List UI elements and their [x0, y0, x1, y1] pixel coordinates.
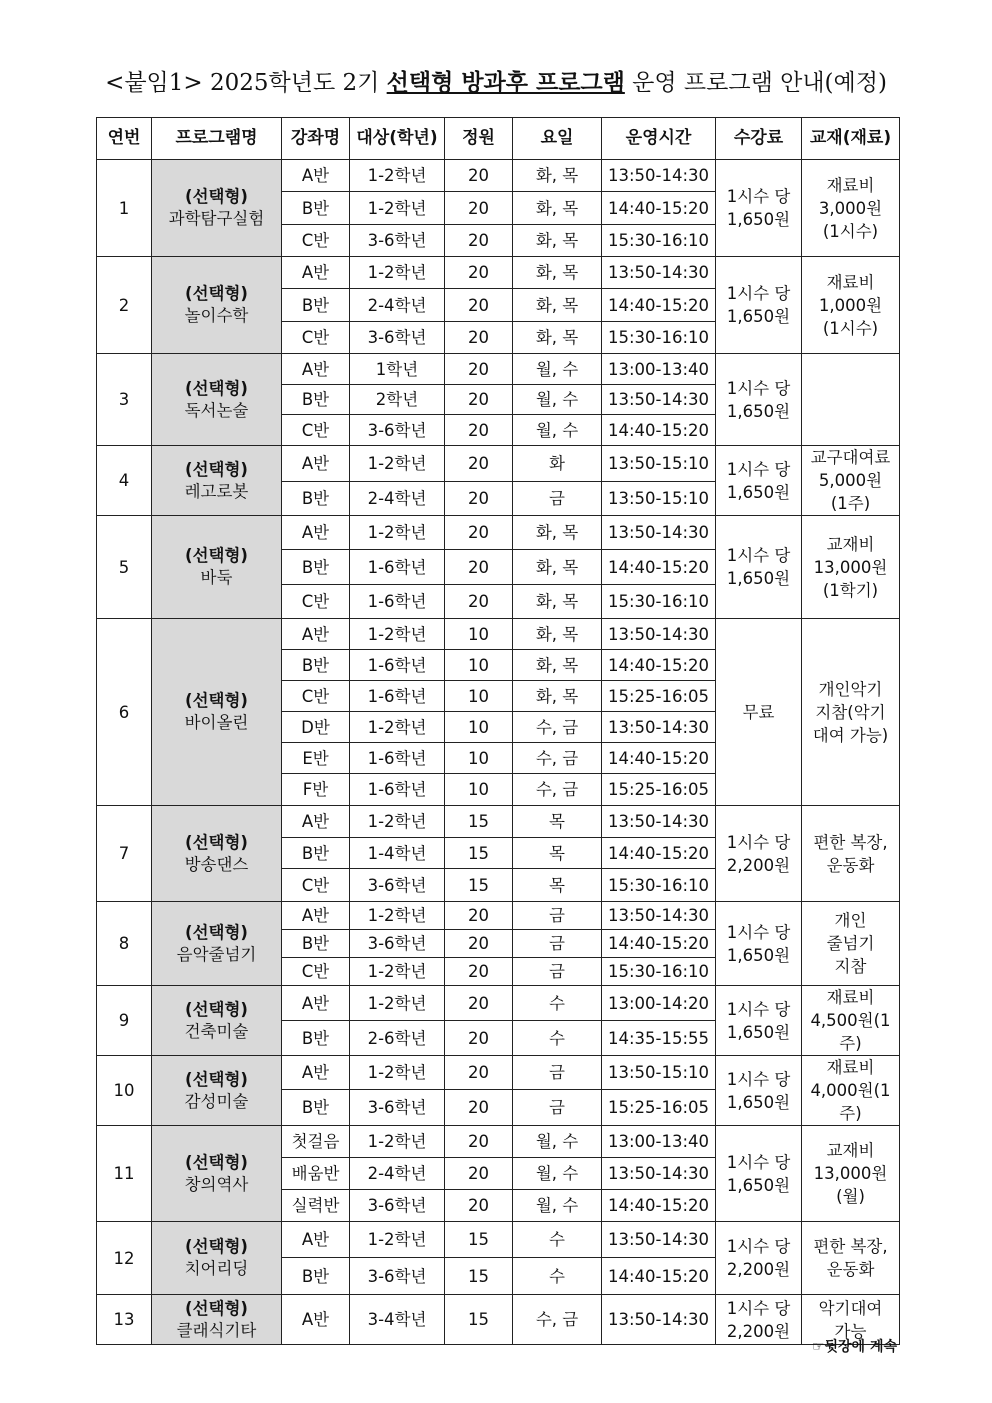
- class-grade: 3-6학년: [350, 225, 445, 257]
- class-days: 월, 수: [513, 354, 602, 385]
- class-days: 화, 목: [513, 681, 602, 712]
- class-days: 화, 목: [513, 619, 602, 650]
- program-name: 과학탐구실험: [168, 209, 265, 228]
- class-time: 13:50-14:30: [602, 1222, 716, 1258]
- program-name: 바둑: [200, 568, 233, 587]
- header-grade: 대상(학년): [350, 118, 445, 160]
- class-time: 15:30-16:10: [602, 585, 716, 619]
- class-grade: 1-2학년: [350, 619, 445, 650]
- class-capacity: 15: [445, 838, 513, 869]
- class-time: 13:50-15:10: [602, 1056, 716, 1090]
- class-capacity: 20: [445, 1021, 513, 1056]
- class-grade: 1-6학년: [350, 743, 445, 774]
- class-capacity: 15: [445, 1222, 513, 1258]
- class-capacity: 20: [445, 192, 513, 225]
- class-time: 14:35-15:55: [602, 1021, 716, 1056]
- program-name: 레고로봇: [184, 481, 249, 501]
- program-kind: (선택형): [185, 1069, 248, 1089]
- table-row: [97, 516, 900, 550]
- class-grade: 1-6학년: [350, 650, 445, 681]
- class-days: 월, 수: [513, 385, 602, 415]
- class-name: C반: [282, 322, 350, 354]
- class-days: 금: [513, 481, 602, 515]
- class-capacity: 20: [445, 322, 513, 354]
- class-grade: 1-2학년: [350, 1126, 445, 1158]
- program-kind: (선택형): [185, 832, 248, 852]
- class-capacity: 20: [445, 930, 513, 958]
- class-name: C반: [282, 585, 350, 619]
- class-capacity: 20: [445, 160, 513, 192]
- header-time: 운영시간: [602, 118, 716, 160]
- program-name-cell: [152, 257, 282, 354]
- class-grade: 1-2학년: [350, 806, 445, 838]
- program-material: 개인악기 지참(악기 대여 가능): [802, 619, 900, 806]
- class-time: 14:40-15:20: [602, 192, 716, 225]
- header-row: [97, 118, 900, 160]
- class-name: 첫걸음: [282, 1126, 350, 1158]
- table-row: [97, 1222, 900, 1258]
- class-name: A반: [282, 902, 350, 930]
- program-name-cell: [152, 1295, 282, 1345]
- program-name-cell: [152, 1056, 282, 1126]
- class-days: 수, 금: [513, 712, 602, 743]
- program-number: 8: [97, 902, 152, 986]
- header-program: 프로그램명: [152, 118, 282, 160]
- class-time: 15:30-16:10: [602, 958, 716, 986]
- class-time: 13:00-13:40: [602, 1126, 716, 1158]
- class-capacity: 20: [445, 415, 513, 446]
- class-grade: 3-6학년: [350, 869, 445, 902]
- program-material: 교구대여료 5,000원 (1주): [802, 446, 900, 516]
- class-capacity: 20: [445, 257, 513, 289]
- program-table: [96, 117, 900, 1345]
- class-capacity: 20: [445, 516, 513, 550]
- class-capacity: 20: [445, 289, 513, 322]
- table-row: [97, 257, 900, 289]
- program-number: 9: [97, 986, 152, 1056]
- program-name: 놀이수학: [184, 306, 249, 325]
- class-time: 13:50-14:30: [602, 1295, 716, 1345]
- class-capacity: 15: [445, 1258, 513, 1295]
- class-capacity: 20: [445, 446, 513, 482]
- class-name: E반: [282, 743, 350, 774]
- class-time: 13:00-14:20: [602, 986, 716, 1021]
- program-material: 편한 복장, 운동화: [802, 1222, 900, 1295]
- program-name: 감성미술: [184, 1091, 249, 1111]
- program-name: 치어리딩: [184, 1259, 249, 1278]
- program-number: 3: [97, 354, 152, 446]
- program-material: 악기대여 가능: [802, 1295, 900, 1345]
- class-grade: 1-2학년: [350, 986, 445, 1021]
- class-days: 수: [513, 1222, 602, 1258]
- class-time: 15:30-16:10: [602, 869, 716, 902]
- class-grade: 1-4학년: [350, 838, 445, 869]
- header-no: 연번: [97, 118, 152, 160]
- class-days: 수, 금: [513, 774, 602, 806]
- program-name-cell: [152, 160, 282, 257]
- program-name: 방송댄스: [184, 854, 249, 874]
- class-name: C반: [282, 681, 350, 712]
- class-capacity: 10: [445, 774, 513, 806]
- program-name-cell: [152, 354, 282, 446]
- program-fee: 1시수 당 1,650원: [716, 516, 802, 619]
- class-name: C반: [282, 415, 350, 446]
- program-number: 6: [97, 619, 152, 806]
- class-grade: 1-2학년: [350, 516, 445, 550]
- class-capacity: 15: [445, 869, 513, 902]
- class-grade: 1-2학년: [350, 958, 445, 986]
- title-emphasis: 선택형 방과후 프로그램: [386, 70, 625, 96]
- program-kind: (선택형): [185, 284, 248, 303]
- class-grade: 1학년: [350, 354, 445, 385]
- table-row: [97, 1126, 900, 1158]
- table-row: [97, 806, 900, 838]
- class-name: A반: [282, 619, 350, 650]
- program-fee: 1시수 당 2,200원: [716, 1295, 802, 1345]
- program-name-cell: [152, 1126, 282, 1222]
- class-capacity: 20: [445, 958, 513, 986]
- program-number: 4: [97, 446, 152, 516]
- class-time: 13:50-14:30: [602, 806, 716, 838]
- class-days: 월, 수: [513, 1126, 602, 1158]
- class-capacity: 15: [445, 1295, 513, 1345]
- class-time: 13:00-13:40: [602, 354, 716, 385]
- class-days: 화, 목: [513, 516, 602, 550]
- program-name-cell: [152, 986, 282, 1056]
- header-material: 교재(재료): [802, 118, 900, 160]
- class-name: C반: [282, 869, 350, 902]
- program-name-cell: [152, 1222, 282, 1295]
- program-material: 교재비 13,000원 (1학기): [802, 516, 900, 619]
- program-name-cell: [152, 902, 282, 986]
- class-days: 화, 목: [513, 225, 602, 257]
- class-name: A반: [282, 446, 350, 482]
- class-grade: 2-6학년: [350, 1021, 445, 1056]
- table-row: [97, 1295, 900, 1345]
- class-capacity: 20: [445, 1056, 513, 1090]
- class-grade: 3-6학년: [350, 1090, 445, 1126]
- program-kind: (선택형): [185, 546, 248, 565]
- class-time: 13:50-14:30: [602, 712, 716, 743]
- program-material: 재료비 4,000원(1주): [802, 1056, 900, 1126]
- class-name: 배움반: [282, 1158, 350, 1190]
- class-name: B반: [282, 289, 350, 322]
- class-grade: 2학년: [350, 385, 445, 415]
- class-capacity: 20: [445, 986, 513, 1021]
- class-grade: 2-4학년: [350, 481, 445, 515]
- class-time: 14:40-15:20: [602, 838, 716, 869]
- class-time: 15:30-16:10: [602, 322, 716, 354]
- class-capacity: 10: [445, 681, 513, 712]
- class-days: 목: [513, 838, 602, 869]
- class-grade: 1-2학년: [350, 257, 445, 289]
- class-grade: 1-6학년: [350, 550, 445, 585]
- program-table-body: [97, 160, 900, 1345]
- table-row: [97, 354, 900, 385]
- class-name: A반: [282, 1222, 350, 1258]
- class-days: 수: [513, 986, 602, 1021]
- class-time: 13:50-14:30: [602, 385, 716, 415]
- class-days: 화, 목: [513, 322, 602, 354]
- class-time: 14:40-15:20: [602, 550, 716, 585]
- program-number: 7: [97, 806, 152, 902]
- program-fee: 1시수 당 1,650원: [716, 446, 802, 516]
- program-fee: 1시수 당 1,650원: [716, 257, 802, 354]
- class-grade: 1-2학년: [350, 192, 445, 225]
- table-row: [97, 1056, 900, 1090]
- program-fee: 1시수 당 2,200원: [716, 806, 802, 902]
- class-days: 수, 금: [513, 1295, 602, 1345]
- class-name: A반: [282, 1295, 350, 1345]
- program-fee: 1시수 당 1,650원: [716, 160, 802, 257]
- class-name: D반: [282, 712, 350, 743]
- program-name: 클래식기타: [176, 1320, 257, 1340]
- class-name: A반: [282, 516, 350, 550]
- class-time: 13:50-14:30: [602, 902, 716, 930]
- program-material: 교재비 13,000원 (월): [802, 1126, 900, 1222]
- program-material: 재료비 1,000원 (1시수): [802, 257, 900, 354]
- class-grade: 1-2학년: [350, 712, 445, 743]
- class-days: 화, 목: [513, 257, 602, 289]
- class-capacity: 20: [445, 1158, 513, 1190]
- continued-note: ☞뒷장에 계속: [811, 1339, 897, 1355]
- program-kind: (선택형): [185, 999, 248, 1019]
- class-days: 화, 목: [513, 585, 602, 619]
- class-days: 월, 수: [513, 1190, 602, 1222]
- program-kind: (선택형): [185, 1237, 248, 1256]
- program-number: 1: [97, 160, 152, 257]
- class-capacity: 10: [445, 619, 513, 650]
- program-number: 5: [97, 516, 152, 619]
- class-days: 금: [513, 1056, 602, 1090]
- class-grade: 1-2학년: [350, 1056, 445, 1090]
- program-name: 음악줄넘기: [176, 944, 257, 964]
- program-name-cell: [152, 619, 282, 806]
- class-days: 화, 목: [513, 160, 602, 192]
- class-days: 화, 목: [513, 289, 602, 322]
- class-name: B반: [282, 192, 350, 225]
- class-name: A반: [282, 160, 350, 192]
- class-capacity: 20: [445, 1190, 513, 1222]
- class-capacity: 20: [445, 225, 513, 257]
- class-grade: 3-6학년: [350, 415, 445, 446]
- program-material: [802, 354, 900, 446]
- class-time: 14:40-15:20: [602, 1258, 716, 1295]
- header-capacity: 정원: [445, 118, 513, 160]
- class-days: 금: [513, 902, 602, 930]
- class-days: 금: [513, 958, 602, 986]
- class-time: 15:25-16:05: [602, 1090, 716, 1126]
- program-name-cell: [152, 516, 282, 619]
- class-name: F반: [282, 774, 350, 806]
- program-name: 독서논술: [184, 400, 249, 420]
- program-number: 13: [97, 1295, 152, 1345]
- class-name: C반: [282, 225, 350, 257]
- program-fee: 1시수 당 1,650원: [716, 902, 802, 986]
- class-name: 실력반: [282, 1190, 350, 1222]
- class-days: 수: [513, 1258, 602, 1295]
- class-grade: 1-2학년: [350, 446, 445, 482]
- class-days: 월, 수: [513, 1158, 602, 1190]
- program-kind: (선택형): [185, 922, 248, 942]
- class-time: 14:40-15:20: [602, 289, 716, 322]
- program-name: 바이올린: [184, 713, 249, 732]
- class-grade: 1-2학년: [350, 1222, 445, 1258]
- class-capacity: 20: [445, 1126, 513, 1158]
- class-time: 13:50-14:30: [602, 516, 716, 550]
- class-time: 13:50-14:30: [602, 160, 716, 192]
- program-fee: 1시수 당 2,200원: [716, 1222, 802, 1295]
- table-row: [97, 446, 900, 482]
- program-material: 재료비 3,000원 (1시수): [802, 160, 900, 257]
- class-days: 목: [513, 806, 602, 838]
- class-name: B반: [282, 930, 350, 958]
- program-fee: 1시수 당 1,650원: [716, 1056, 802, 1126]
- program-kind: (선택형): [185, 1152, 248, 1172]
- class-time: 14:40-15:20: [602, 415, 716, 446]
- class-time: 15:25-16:05: [602, 681, 716, 712]
- class-capacity: 20: [445, 550, 513, 585]
- program-material: 개인 줄넘기 지참: [802, 902, 900, 986]
- class-time: 15:25-16:05: [602, 774, 716, 806]
- title-prefix: <붙임1> 2025학년도 2기: [105, 70, 387, 96]
- program-number: 10: [97, 1056, 152, 1126]
- program-number: 2: [97, 257, 152, 354]
- class-time: 13:50-14:30: [602, 1158, 716, 1190]
- program-kind: (선택형): [185, 187, 248, 206]
- class-name: B반: [282, 1090, 350, 1126]
- class-capacity: 10: [445, 743, 513, 774]
- class-time: 13:50-14:30: [602, 619, 716, 650]
- class-capacity: 20: [445, 385, 513, 415]
- class-name: C반: [282, 958, 350, 986]
- class-days: 수, 금: [513, 743, 602, 774]
- program-kind: (선택형): [185, 691, 248, 710]
- class-time: 14:40-15:20: [602, 743, 716, 774]
- program-fee: 1시수 당 1,650원: [716, 1126, 802, 1222]
- program-number: 12: [97, 1222, 152, 1295]
- class-grade: 3-6학년: [350, 1258, 445, 1295]
- class-time: 14:40-15:20: [602, 930, 716, 958]
- class-name: B반: [282, 1021, 350, 1056]
- class-name: A반: [282, 986, 350, 1021]
- program-kind: (선택형): [185, 459, 248, 479]
- class-days: 화, 목: [513, 550, 602, 585]
- page-title: [0, 64, 992, 97]
- class-days: 금: [513, 930, 602, 958]
- class-capacity: 15: [445, 806, 513, 838]
- class-days: 화, 목: [513, 192, 602, 225]
- title-suffix: 운영 프로그램 안내(예정): [624, 70, 887, 96]
- class-grade: 1-6학년: [350, 774, 445, 806]
- program-material: 재료비 4,500원(1주): [802, 986, 900, 1056]
- program-name-cell: [152, 806, 282, 902]
- class-grade: 1-2학년: [350, 902, 445, 930]
- program-fee: 1시수 당 1,650원: [716, 986, 802, 1056]
- program-fee: 1시수 당 1,650원: [716, 354, 802, 446]
- class-days: 목: [513, 869, 602, 902]
- class-time: 13:50-15:10: [602, 481, 716, 515]
- table-row: [97, 986, 900, 1021]
- program-name: 창의역사: [184, 1174, 249, 1194]
- class-grade: 1-6학년: [350, 681, 445, 712]
- class-capacity: 20: [445, 354, 513, 385]
- class-capacity: 20: [445, 481, 513, 515]
- program-kind: (선택형): [185, 1298, 248, 1318]
- class-time: 13:50-14:30: [602, 257, 716, 289]
- class-name: B반: [282, 650, 350, 681]
- class-time: 14:40-15:20: [602, 1190, 716, 1222]
- program-number: 11: [97, 1126, 152, 1222]
- class-name: B반: [282, 1258, 350, 1295]
- class-days: 화: [513, 446, 602, 482]
- class-name: B반: [282, 385, 350, 415]
- class-grade: 3-6학년: [350, 1190, 445, 1222]
- class-time: 13:50-15:10: [602, 446, 716, 482]
- class-grade: 3-4학년: [350, 1295, 445, 1345]
- class-days: 수: [513, 1021, 602, 1056]
- class-name: B반: [282, 838, 350, 869]
- header-class: 강좌명: [282, 118, 350, 160]
- class-grade: 2-4학년: [350, 1158, 445, 1190]
- class-capacity: 10: [445, 712, 513, 743]
- class-grade: 3-6학년: [350, 322, 445, 354]
- class-capacity: 20: [445, 902, 513, 930]
- class-name: B반: [282, 481, 350, 515]
- class-time: 15:30-16:10: [602, 225, 716, 257]
- class-name: B반: [282, 550, 350, 585]
- class-capacity: 20: [445, 1090, 513, 1126]
- class-days: 금: [513, 1090, 602, 1126]
- class-name: A반: [282, 806, 350, 838]
- class-grade: 2-4학년: [350, 289, 445, 322]
- table-row: [97, 619, 900, 650]
- class-grade: 1-2학년: [350, 160, 445, 192]
- program-material: 편한 복장, 운동화: [802, 806, 900, 902]
- header-days: 요일: [513, 118, 602, 160]
- class-capacity: 10: [445, 650, 513, 681]
- header-fee: 수강료: [716, 118, 802, 160]
- class-grade: 1-6학년: [350, 585, 445, 619]
- class-time: 14:40-15:20: [602, 650, 716, 681]
- class-name: A반: [282, 354, 350, 385]
- program-fee: 무료: [716, 619, 802, 806]
- class-name: A반: [282, 257, 350, 289]
- table-row: [97, 160, 900, 192]
- class-name: A반: [282, 1056, 350, 1090]
- class-days: 월, 수: [513, 415, 602, 446]
- table-row: [97, 902, 900, 930]
- class-capacity: 20: [445, 585, 513, 619]
- program-name-cell: [152, 446, 282, 516]
- class-days: 화, 목: [513, 650, 602, 681]
- program-kind: (선택형): [185, 378, 248, 398]
- program-name: 건축미술: [184, 1021, 249, 1041]
- class-grade: 3-6학년: [350, 930, 445, 958]
